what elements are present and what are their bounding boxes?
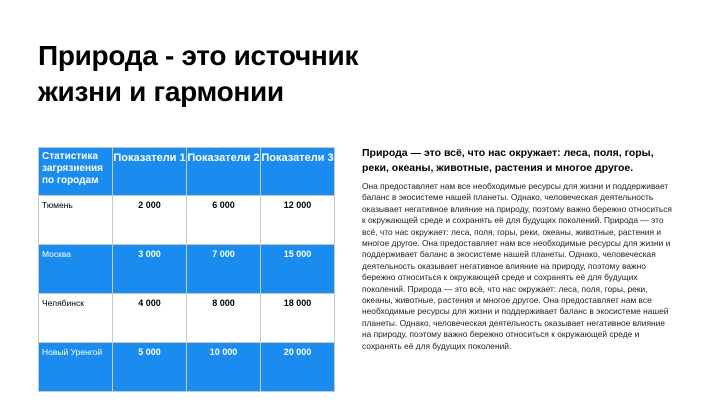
value-cell: 6 000 <box>187 196 261 245</box>
pollution-stats-table <box>38 147 335 392</box>
value-cell: 10 000 <box>187 343 261 392</box>
table-header-cell: Показатели 3 <box>261 148 335 196</box>
table-header-row <box>39 148 335 196</box>
table-header-cell: Показатели 2 <box>187 148 261 196</box>
value-cell: 7 000 <box>187 245 261 294</box>
value-cell: 20 000 <box>261 343 335 392</box>
value-cell: 12 000 <box>261 196 335 245</box>
city-cell: Новый Уренгой <box>39 343 113 392</box>
city-cell: Челябинск <box>39 294 113 343</box>
city-cell: Тюмень <box>39 196 113 245</box>
body-paragraph: Она предоставляет нам все необходимые ресурсы для жизни и поддерживает баланс в экосистеме нашей планеты. Однако, человеческая деятельность оказывает негативное влияние на природу, поэтому важно бережно относиться к окружающей среде и сохранять её для будущих поколений. Природа — это всё, что нас окружает: леса, поля, горы, реки, океаны, животные, растения и многое другое. Она предоставляет нам все необходимые ресурсы для жизни и поддерживает баланс в экосистеме нашей планеты. Однако, человеческая деятельность оказывает негативное влияние на природу, поэтому важно бережно относиться к окружающей среде и сохранять её для будущих поколений. Природа — это всё, что нас окружает: леса, поля, горы, реки, океаны, животные, растения и многое другое. Она предоставляет нам все необходимые ресурсы для жизни и поддерживает баланс в экосистеме нашей планеты. Однако, человеческая деятельность оказывает негативное влияние на природу, поэтому важно бережно относиться к окружающей среде и сохранять её для будущих поколений. <box>362 181 672 351</box>
table-header-cell: Показатели 1 <box>113 148 187 196</box>
lead-paragraph: Природа — это всё, что нас окружает: леса, поля, горы, реки, океаны, животные, растения и многое другое. <box>362 147 654 174</box>
table-header-cell: Статистика загрязнения по городам <box>39 148 113 196</box>
value-cell: 4 000 <box>113 294 187 343</box>
value-cell: 2 000 <box>113 196 187 245</box>
city-cell: Москва <box>39 245 113 294</box>
table-row <box>39 294 335 343</box>
table-row <box>39 196 335 245</box>
value-cell: 8 000 <box>187 294 261 343</box>
table-row <box>39 245 335 294</box>
value-cell: 5 000 <box>113 343 187 392</box>
value-cell: 15 000 <box>261 245 335 294</box>
value-cell: 3 000 <box>113 245 187 294</box>
value-cell: 18 000 <box>261 294 335 343</box>
table-row <box>39 343 335 392</box>
slide-title: Природа - это источник жизни и гармонии <box>38 40 359 107</box>
